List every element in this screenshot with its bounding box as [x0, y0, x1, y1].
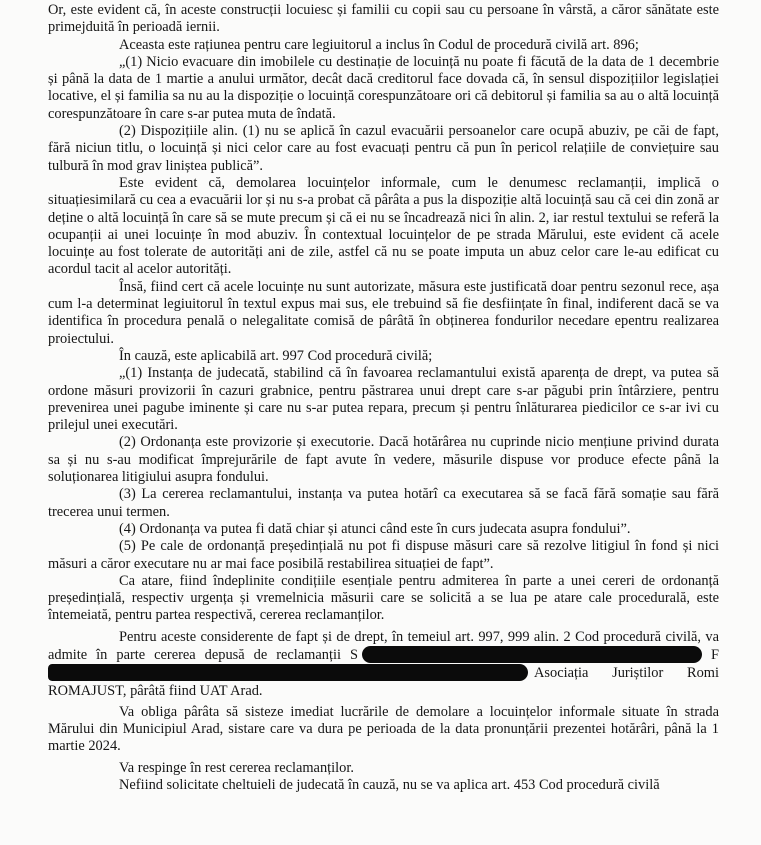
dispositive-text-start: Pentru aceste considerente de fapt și de drept, în temeiul art. 997, 999 alin. 2 Cod procedură civilă, va admite în parte cererea depusă de reclamanții S: [48, 628, 719, 663]
paragraph-11: (4) Ordonanța va putea fi dată chiar și atunci când este în curs judecata asupra fondului”.: [119, 520, 631, 537]
dispositive-paragraph: [48, 629, 719, 700]
redaction-mark: [48, 664, 528, 681]
paragraph-5: Este evident că, demolarea locuințelor informale, cum le denumesc reclamanții, implică o situațiesimilară cu cea a evacuării lor și nu s-a probat că pârâta a pus la dispoziție altă locuință sau că cei din zonă ar deține o altă locuință în care să se mute precum și că ei nu se încadrează nici în alin. 2, iar restul textului se referă la ocupanții ai unei locuințe în mod abuziv. În contextual locuințelor de pe strada Mărului, este evident că acele locuințe au fost tolerate de autorități ani de zile, astfel că nu se poate imputa un abuz celor care le-au edificat cu acordul tacit al acelor autorități.: [48, 174, 719, 278]
paragraph-9: (2) Ordonanța este provizorie și executorie. Dacă hotărârea nu cuprinde nicio mențiune privind durata sa și nu s-au modificat împrejurările de fapt avute în vedere, măsurile dispuse vor produce efecte până la soluționarea litigiului asupra fondului.: [48, 434, 719, 486]
dispositive-text-mid: F: [710, 646, 719, 663]
paragraph-12: (5) Pe cale de ordonanță președințială nu pot fi dispuse măsuri care să rezolve litigiul în fond și nici măsuri a căror executare nu ar mai face posibilă restabilirea situației de fapt”.: [48, 538, 719, 572]
paragraph-2: Aceasta este rațiunea pentru care legiuitorul a inclus în Codul de procedură civilă art. 896;: [119, 36, 639, 53]
dispositive-text-end: Asociația Juriștilor Romi ROMAJUST, pârâtă fiind UAT Arad.: [48, 665, 719, 699]
paragraph-1: Or, este evident că, în aceste construcții locuiesc și familii cu copii sau cu persoane în vârstă, a căror sănătate este primejduită în perioadă iernii.: [48, 2, 719, 36]
paragraph-3: „(1) Nicio evacuare din imobilele cu destinație de locuință nu poate fi făcută de la data de 1 decembrie și până la data de 1 martie a anului următor, decât dacă creditorul face dovada că, în sensul dispozițiilor legislației locative, el și familia sa nu au la dispoziție o locuință corespunzătoare ori că debitorul și familia sa au o altă locuință corespunzătoare în care s-ar putea muta de îndată.: [48, 53, 719, 122]
paragraph-6: Însă, fiind cert că acele locuințe nu sunt autorizate, măsura este justificată doar pentru sezonul rece, așa cum l-a determinat legiuitorul în textul expus mai sus, ele trebuind să fie desființate în final, indiferent dacă se va identifica în procedura penală o nelegalitate comisă de pârâtă în obținerea fondurilor necedare epentru realizarea proiectului.: [48, 278, 719, 347]
redaction-mark: [362, 646, 702, 663]
closing-paragraph-3: Nefiind solicitate cheltuieli de judecată în cauză, nu se va aplica art. 453 Cod procedură civilă: [119, 777, 660, 794]
paragraph-4: (2) Dispozițiile alin. (1) nu se aplică în cazul evacuării persoanelor care ocupă abuziv, pe căi de fapt, fără niciun titlu, o locuință și nici celor care au fost evacuați pentru că pun în pericol relațiile de conviețuire sau tulbură în mod grav liniștea publică”.: [48, 123, 719, 174]
closing-paragraph-1: Va obliga pârâta să sisteze imediat lucrările de demolare a locuințelor informale situate în strada Mărului din Municipiul Arad, sistare care va dura pe perioada de la data pronunțării prezentei hotărâri, până la 1 martie 2024.: [48, 703, 719, 755]
paragraph-13: Ca atare, fiind îndeplinite condițiile esențiale pentru admiterea în parte a unei cereri de ordonanță președințială, respectiv urgența și vremelnicia măsurii care se solicită a se lua pe atare cale procedurală, este întemeiată, pentru partea respectivă, cererea reclamanților.: [48, 572, 719, 624]
closing-paragraph-2: Va respinge în rest cererea reclamanților.: [119, 759, 354, 776]
paragraph-10: (3) La cererea reclamantului, instanța va putea hotărî ca executarea să se facă fără somație sau fără trecerea unui termen.: [48, 486, 719, 520]
paragraph-7: În cauză, este aplicabilă art. 997 Cod procedură civilă;: [119, 347, 433, 364]
paragraph-8: „(1) Instanța de judecată, stabilind că în favoarea reclamantului există aparența de drept, va putea să ordone măsuri provizorii în cazuri grabnice, pentru păstrarea unui drept care s-ar păgubi prin întârziere, pentru prevenirea unei pagube iminente și care nu s-ar putea repara, precum și pentru înlăturarea piedicilor ce s-ar ivi cu prilejul unei executări.: [48, 365, 719, 434]
